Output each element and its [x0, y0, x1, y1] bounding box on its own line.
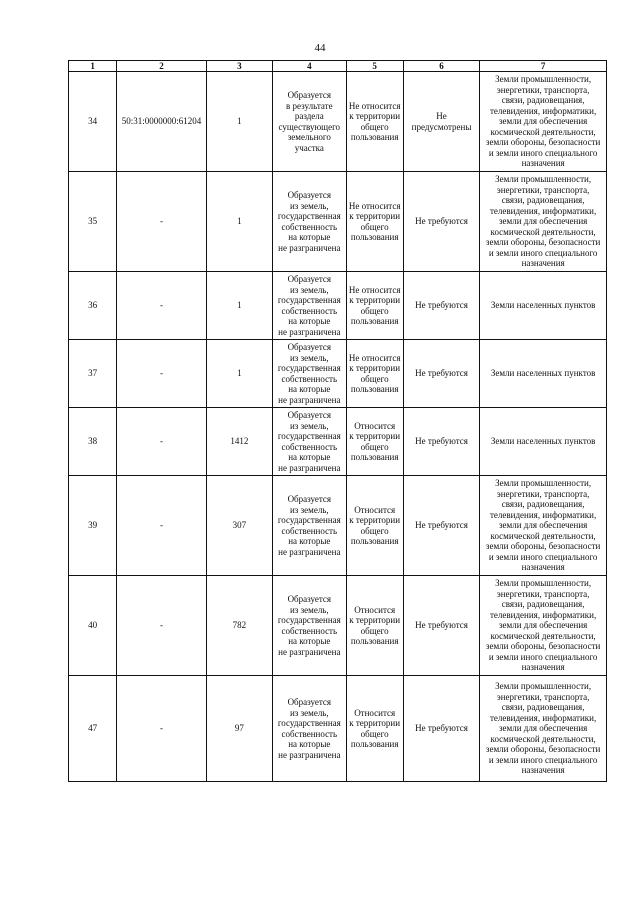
land-category-cell: Земли промышленности, энергетики, транспорта, связи, радиовещания, телевидения, информатики, земли для обеспечения космической деятельности, земли обороны, безопасности и земли иного специального назначения	[480, 476, 607, 576]
land-category-cell: Земли населенных пунктов	[480, 408, 607, 476]
cadastral-number-cell: -	[117, 340, 206, 408]
column-header: 7	[480, 61, 607, 72]
plot-number-cell: 35	[69, 172, 117, 272]
table-row	[69, 72, 607, 172]
plot-number-cell: 34	[69, 72, 117, 172]
permission-cell: Не требуются	[403, 172, 479, 272]
cadastral-number-cell: -	[117, 676, 206, 782]
column-header: 6	[403, 61, 479, 72]
formation-method-cell: Образуется из земель, государственная собственность на которые не разграничена	[273, 676, 346, 782]
plot-number-cell: 37	[69, 340, 117, 408]
table-row	[69, 476, 607, 576]
land-plots-table	[68, 60, 607, 782]
permission-cell: Не требуются	[403, 408, 479, 476]
public-use-cell: Не относится к территории общего пользования	[346, 340, 403, 408]
cadastral-number-cell: -	[117, 476, 206, 576]
formation-method-cell: Образуется из земель, государственная собственность на которые не разграничена	[273, 172, 346, 272]
public-use-cell: Относится к территории общего пользования	[346, 676, 403, 782]
cadastral-number-cell: 50:31:0000000:61204	[117, 72, 206, 172]
area-cell: 1412	[206, 408, 272, 476]
permission-cell: Не предусмотрены	[403, 72, 479, 172]
land-category-cell: Земли промышленности, энергетики, транспорта, связи, радиовещания, телевидения, информатики, земли для обеспечения космической деятельности, земли обороны, безопасности и земли иного специального назначения	[480, 72, 607, 172]
public-use-cell: Относится к территории общего пользования	[346, 408, 403, 476]
formation-method-cell: Образуется из земель, государственная собственность на которые не разграничена	[273, 340, 346, 408]
public-use-cell: Не относится к территории общего пользования	[346, 72, 403, 172]
public-use-cell: Относится к территории общего пользования	[346, 476, 403, 576]
formation-method-cell: Образуется из земель, государственная собственность на которые не разграничена	[273, 476, 346, 576]
land-category-cell: Земли населенных пунктов	[480, 272, 607, 340]
area-cell: 782	[206, 576, 272, 676]
land-category-cell: Земли промышленности, энергетики, транспорта, связи, радиовещания, телевидения, информатики, земли для обеспечения космической деятельности, земли обороны, безопасности и земли иного специального назначения	[480, 676, 607, 782]
table-row	[69, 576, 607, 676]
permission-cell: Не требуются	[403, 676, 479, 782]
formation-method-cell: Образуется из земель, государственная собственность на которые не разграничена	[273, 272, 346, 340]
formation-method-cell: Образуется из земель, государственная собственность на которые не разграничена	[273, 408, 346, 476]
plot-number-cell: 47	[69, 676, 117, 782]
plot-number-cell: 40	[69, 576, 117, 676]
table-body	[69, 72, 607, 782]
plot-number-cell: 39	[69, 476, 117, 576]
cadastral-number-cell: -	[117, 172, 206, 272]
area-cell: 307	[206, 476, 272, 576]
area-cell: 97	[206, 676, 272, 782]
table-row	[69, 408, 607, 476]
formation-method-cell: Образуется в результате раздела существующего земельного участка	[273, 72, 346, 172]
land-category-cell: Земли населенных пунктов	[480, 340, 607, 408]
plot-number-cell: 38	[69, 408, 117, 476]
permission-cell: Не требуются	[403, 576, 479, 676]
cadastral-number-cell: -	[117, 272, 206, 340]
column-number-row	[69, 61, 607, 72]
plot-number-cell: 36	[69, 272, 117, 340]
public-use-cell: Не относится к территории общего пользования	[346, 172, 403, 272]
column-header: 4	[273, 61, 346, 72]
area-cell: 1	[206, 172, 272, 272]
column-header: 3	[206, 61, 272, 72]
permission-cell: Не требуются	[403, 476, 479, 576]
column-header: 1	[69, 61, 117, 72]
permission-cell: Не требуются	[403, 340, 479, 408]
table-row	[69, 272, 607, 340]
column-header: 2	[117, 61, 206, 72]
table-row	[69, 172, 607, 272]
area-cell: 1	[206, 340, 272, 408]
cadastral-number-cell: -	[117, 408, 206, 476]
formation-method-cell: Образуется из земель, государственная собственность на которые не разграничена	[273, 576, 346, 676]
table-row	[69, 676, 607, 782]
column-header: 5	[346, 61, 403, 72]
land-category-cell: Земли промышленности, энергетики, транспорта, связи, радиовещания, телевидения, информатики, земли для обеспечения космической деятельности, земли обороны, безопасности и земли иного специального назначения	[480, 172, 607, 272]
public-use-cell: Не относится к территории общего пользования	[346, 272, 403, 340]
cadastral-number-cell: -	[117, 576, 206, 676]
table-row	[69, 340, 607, 408]
area-cell: 1	[206, 272, 272, 340]
permission-cell: Не требуются	[403, 272, 479, 340]
area-cell: 1	[206, 72, 272, 172]
page-number: 44	[314, 42, 326, 54]
public-use-cell: Относится к территории общего пользования	[346, 576, 403, 676]
land-category-cell: Земли промышленности, энергетики, транспорта, связи, радиовещания, телевидения, информатики, земли для обеспечения космической деятельности, земли обороны, безопасности и земли иного специального назначения	[480, 576, 607, 676]
